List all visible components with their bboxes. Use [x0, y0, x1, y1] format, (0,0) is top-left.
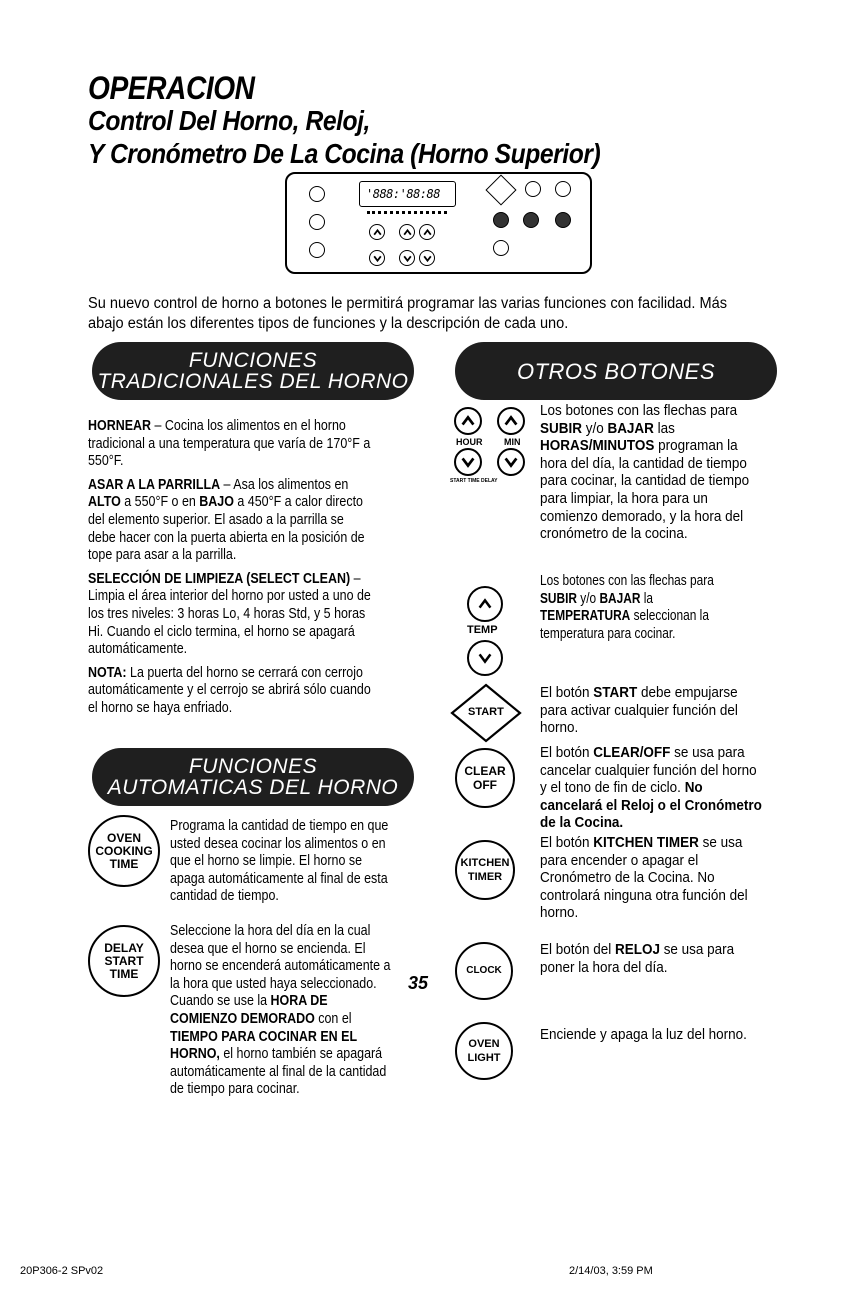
delay-text: con el — [314, 1010, 352, 1027]
banner-line: FUNCIONES — [188, 349, 318, 372]
clear-off-button-icon — [455, 748, 515, 808]
broil-hi: ALTO — [88, 494, 121, 511]
kitchen-timer-button-icon — [455, 840, 515, 900]
footer-right: 2/14/03, 3:59 PM — [569, 1265, 653, 1277]
bake-description — [88, 418, 372, 471]
broil-description — [88, 477, 372, 565]
banner-line: FUNCIONES — [188, 755, 318, 778]
broil-text: a 450°F a calor directo del elemento superior. El asado a la parrilla se debe hacer con la puerta abierta en la posición de tope para asar a la parrilla. — [88, 494, 365, 564]
intro-paragraph: Su nuevo control de horno a botones le permitirá programar las varias funciones con facilidad. Más abajo están los diferentes tipos de funciones y la descripción de cada uno. — [88, 295, 728, 332]
desc-term: BAJAR — [607, 420, 654, 437]
button-label: OFF — [473, 778, 497, 792]
clock-button-icon — [455, 942, 513, 1000]
desc-text: se usa para cancelar cualquier función del horno y el tono de fin de ciclo. — [540, 745, 757, 797]
page-subtitle-line2: Y Cronómetro De La Cocina (Horno Superior) — [88, 138, 601, 169]
panel-clock-icon — [555, 181, 571, 197]
desc-text: El botón del — [540, 942, 615, 958]
panel-hour-down-icon — [399, 250, 415, 266]
kitchen-timer-description — [540, 835, 763, 923]
min-down-arrow-icon — [497, 448, 525, 476]
panel-display-indicators — [367, 211, 447, 215]
broil-term: ASAR A LA PARRILLA — [88, 476, 221, 493]
hour-label: HOUR — [456, 437, 483, 447]
min-up-arrow-icon — [497, 407, 525, 435]
clean-text: – Limpia el área interior del horno por usted a uno de los tres niveles: 3 horas Lo, 4 horas Std, y 5 horas Hi. Cuando el ciclo termina, el horno se apagará automáticamente. — [88, 570, 371, 658]
oven-light-description: Enciende y apaga la luz del horno. — [540, 1027, 747, 1043]
banner-line: OTROS BOTONES — [516, 358, 715, 384]
button-label: CLOCK — [466, 965, 502, 976]
desc-text: las — [653, 420, 675, 437]
desc-term: CLEAR/OFF — [593, 745, 671, 761]
delay-text: el horno también se apagará automáticamente al final de la cantidad de tiempo para cocinar. — [170, 1046, 387, 1098]
note-text: La puerta del horno se cerrará con cerrojo automáticamente y el cerrojo se abrirá sólo cuando el horno se haya enfriado. — [88, 664, 371, 716]
clock-description — [540, 942, 763, 977]
clean-term: SELECCIÓN DE LIMPIEZA (SELECT CLEAN) — [88, 570, 351, 587]
page-subtitle-line1: Control Del Horno, Reloj, — [88, 105, 370, 136]
delay-start-time-button-icon — [88, 925, 160, 997]
button-label: TIMER — [467, 871, 503, 883]
panel-temp-up-icon — [369, 224, 385, 240]
panel-bake-button-icon — [309, 186, 325, 202]
traditional-functions-text — [88, 418, 372, 724]
note-term: NOTA: — [88, 664, 127, 681]
start-description — [540, 685, 763, 738]
temp-description — [540, 573, 737, 643]
hour-down-arrow-icon — [454, 448, 482, 476]
banner-line: TRADICIONALES DEL HORNO — [97, 370, 409, 393]
button-label: START — [104, 953, 144, 968]
clean-description — [88, 571, 372, 659]
panel-kitchen-timer-icon — [493, 240, 509, 256]
button-label: TIME — [109, 966, 139, 981]
hour-min-description — [540, 403, 763, 544]
panel-display: '888:'88:88 — [359, 181, 456, 207]
desc-term: RELOJ — [614, 942, 660, 958]
desc-text: El botón — [540, 835, 594, 851]
button-label: KITCHEN — [460, 857, 510, 869]
desc-text: Los botones con las flechas para — [540, 573, 714, 589]
bake-text: – Cocina los alimentos en el horno tradicional a una temperatura que varía de 170°F a 550°F. — [88, 418, 371, 470]
panel-broil-button-icon — [309, 214, 325, 230]
delay-start-description — [170, 923, 394, 1099]
delay-term: HORA DE COMIENZO DEMORADO — [170, 993, 328, 1027]
start-time-delay-label: START TIME DELAY — [450, 478, 498, 484]
desc-text: El botón — [540, 685, 594, 701]
panel-start-diamond — [485, 174, 516, 205]
banner-other-buttons — [455, 342, 777, 400]
start-label: START — [468, 706, 504, 718]
temp-label: TEMP — [467, 624, 498, 636]
panel-min-up-icon — [419, 224, 435, 240]
desc-text: debe empujarse para activar cualquier función del horno. — [540, 685, 738, 737]
desc-text: Los botones con las flechas para — [540, 403, 738, 419]
broil-text: a 550°F o en — [120, 494, 200, 511]
panel-hour-up-icon — [399, 224, 415, 240]
oven-light-button-icon — [455, 1022, 513, 1080]
desc-term: No cancelará el Reloj o el Cronómetro de la Cocina. — [540, 780, 762, 832]
panel-temp-down-icon — [369, 250, 385, 266]
note — [88, 665, 372, 718]
page-number: 35 — [408, 973, 429, 993]
banner-traditional-functions — [92, 342, 414, 400]
button-label: OVEN — [468, 1038, 500, 1050]
button-label: DELAY — [104, 940, 144, 955]
button-label: TIME — [109, 856, 139, 871]
banner-line: AUTOMATICAS DEL HORNO — [107, 776, 399, 799]
desc-text: la — [640, 590, 654, 607]
cooking-time-description: Programa la cantidad de tiempo en que usted desea cocinar los alimentos o en que el horno se limpie. El horno se apaga automáticamente al final de esta cantidad de tiempo. — [170, 818, 389, 905]
oven-cooking-time-button-icon — [88, 815, 160, 887]
min-label: MIN — [504, 437, 521, 447]
page-title-block — [88, 72, 670, 170]
button-label: LIGHT — [467, 1052, 501, 1064]
delay-text: Seleccione la hora del día en la cual desea que el horno se encienda. El horno se encenderá automáticamente a la hora que usted haya seleccionado. Cuando se use la — [170, 923, 391, 1010]
broil-lo: BAJO — [199, 494, 234, 511]
panel-cooking-time-icon — [525, 181, 541, 197]
button-label: CLEAR — [464, 764, 506, 778]
desc-text: y/o — [581, 420, 608, 437]
panel-oven-light-icon — [555, 212, 571, 228]
panel-select-clean-button-icon — [309, 242, 325, 258]
desc-text: seleccionan la temperatura para cocinar. — [540, 608, 709, 642]
delay-term: TIEMPO PARA COCINAR EN EL HORNO, — [170, 1028, 357, 1063]
temp-up-arrow-icon — [467, 586, 503, 622]
panel-clear-off-icon — [493, 212, 509, 228]
footer-left: 20P306-2 SPv02 — [20, 1265, 104, 1277]
desc-term: START — [593, 685, 638, 701]
desc-text: y/o — [577, 590, 600, 607]
panel-delay-start-icon — [523, 212, 539, 228]
desc-term: HORAS/MINUTOS — [540, 438, 655, 455]
broil-text: – Asa los alimentos en — [220, 476, 349, 493]
temp-down-arrow-icon — [467, 640, 503, 676]
desc-text: se usa para poner la hora del día. — [540, 942, 735, 976]
hour-up-arrow-icon — [454, 407, 482, 435]
clear-off-description — [540, 745, 763, 833]
desc-term: BAJAR — [599, 590, 641, 607]
page-title: OPERACION — [88, 70, 255, 106]
desc-term: SUBIR — [540, 590, 578, 607]
banner-automatic-functions — [92, 748, 414, 806]
desc-text: El botón — [540, 745, 594, 761]
bake-term: HORNEAR — [88, 418, 152, 434]
button-label: COOKING — [95, 843, 153, 858]
desc-term: TEMPERATURA — [540, 608, 631, 625]
panel-min-down-icon — [419, 250, 435, 266]
desc-term: KITCHEN TIMER — [593, 835, 699, 851]
desc-text: programan la hora del día, la cantidad de tiempo para cocinar, la cantidad de tiempo para limpiar, la hora para un comienzo demorado, y la hora del cronómetro de la cocina. — [540, 438, 750, 543]
desc-text: se usa para encender o apagar el Cronómetro de la Cocina. No controlará ninguna otra función del horno. — [540, 835, 748, 922]
button-label: OVEN — [106, 830, 141, 845]
desc-term: SUBIR — [540, 420, 582, 437]
control-panel-illustration — [285, 172, 592, 274]
